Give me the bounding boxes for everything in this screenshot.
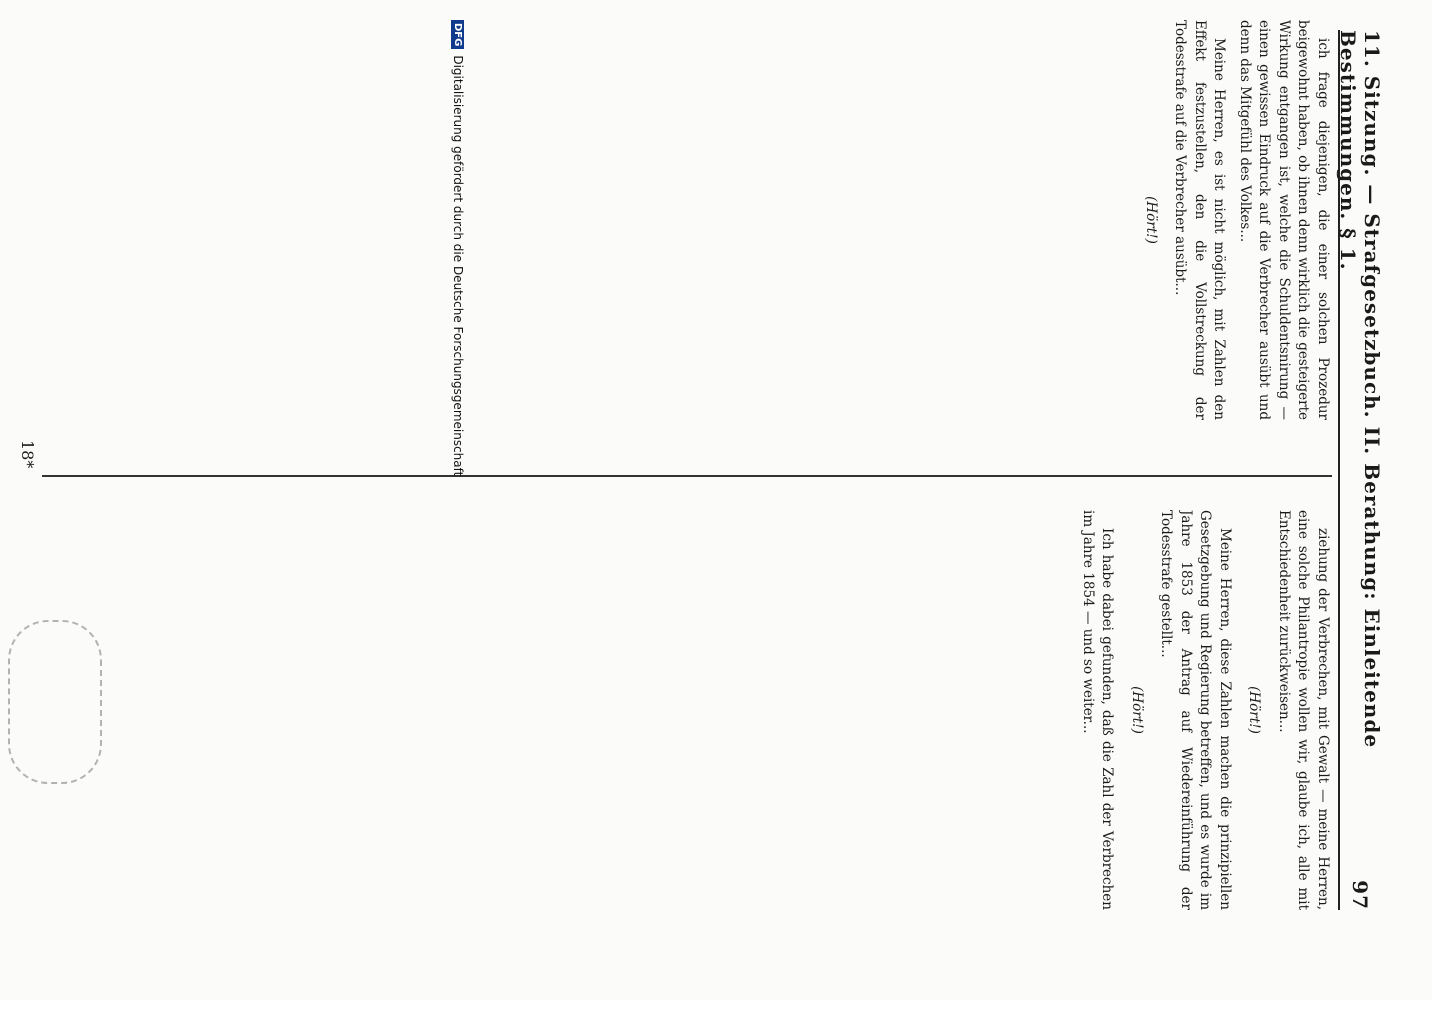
page-number: 97	[1348, 880, 1372, 910]
interjection: (Hört!)	[1246, 686, 1263, 734]
header-title: 11. Sitzung. — Strafgesetzbuch. II. Berathung: Einleitende Bestimmungen. § 1.	[1336, 30, 1384, 749]
signature-mark: 18*	[18, 440, 37, 469]
paragraph: ich frage diejenigen, die einer solchen Prozedur beigewohnt haben, ob ihnen denn wirklich die gesteigerte Wirkung entgangen ist, welche die Schuldentsnirung — einen gewissen Eindruck auf die Verbrecher ausübt und denn das Mitgefühl des Volkes...	[1237, 20, 1331, 420]
interjection: (Hört!)	[1129, 686, 1145, 734]
library-stamp	[8, 620, 102, 784]
paragraph: ziehung der Verbrechen, mit Gewalt — meine Herren, eine solche Philantropie wollen wir, glaube ich, alle mit Entschiedenheit zurückweisen...	[1276, 510, 1331, 910]
running-header	[1336, 30, 1384, 910]
interjection: (Hört!)	[1143, 196, 1159, 244]
column-divider	[42, 475, 1332, 477]
digitization-credit	[444, 0, 472, 1020]
paragraph: Meine Herren, es ist nicht möglich, mit Zahlen den Effekt festzustellen, den die Vollstreckung der Todesstrafe auf die Verbrecher ausübt...	[1172, 20, 1228, 420]
paragraph: Meine Herren, diese Zahlen machen die prinzipiellen Gesetzgebung und Regierung betreffen, und es wurde im Jahre 1853 der Antrag auf Wiedereinführung der Todesstrafe gestellt...	[1158, 510, 1233, 910]
text-column-right	[42, 510, 1332, 910]
dfg-logo-icon: DFG	[452, 20, 465, 49]
text-column-left	[42, 20, 1332, 420]
digitization-text: Digitalisierung gefördert durch die Deutsche Forschungsgemeinschaft	[451, 55, 465, 477]
paragraph: Ich habe dabei gefunden, daß die Zahl der Verbrechen im Jahre 1854 — und so weiter...	[1080, 510, 1116, 910]
